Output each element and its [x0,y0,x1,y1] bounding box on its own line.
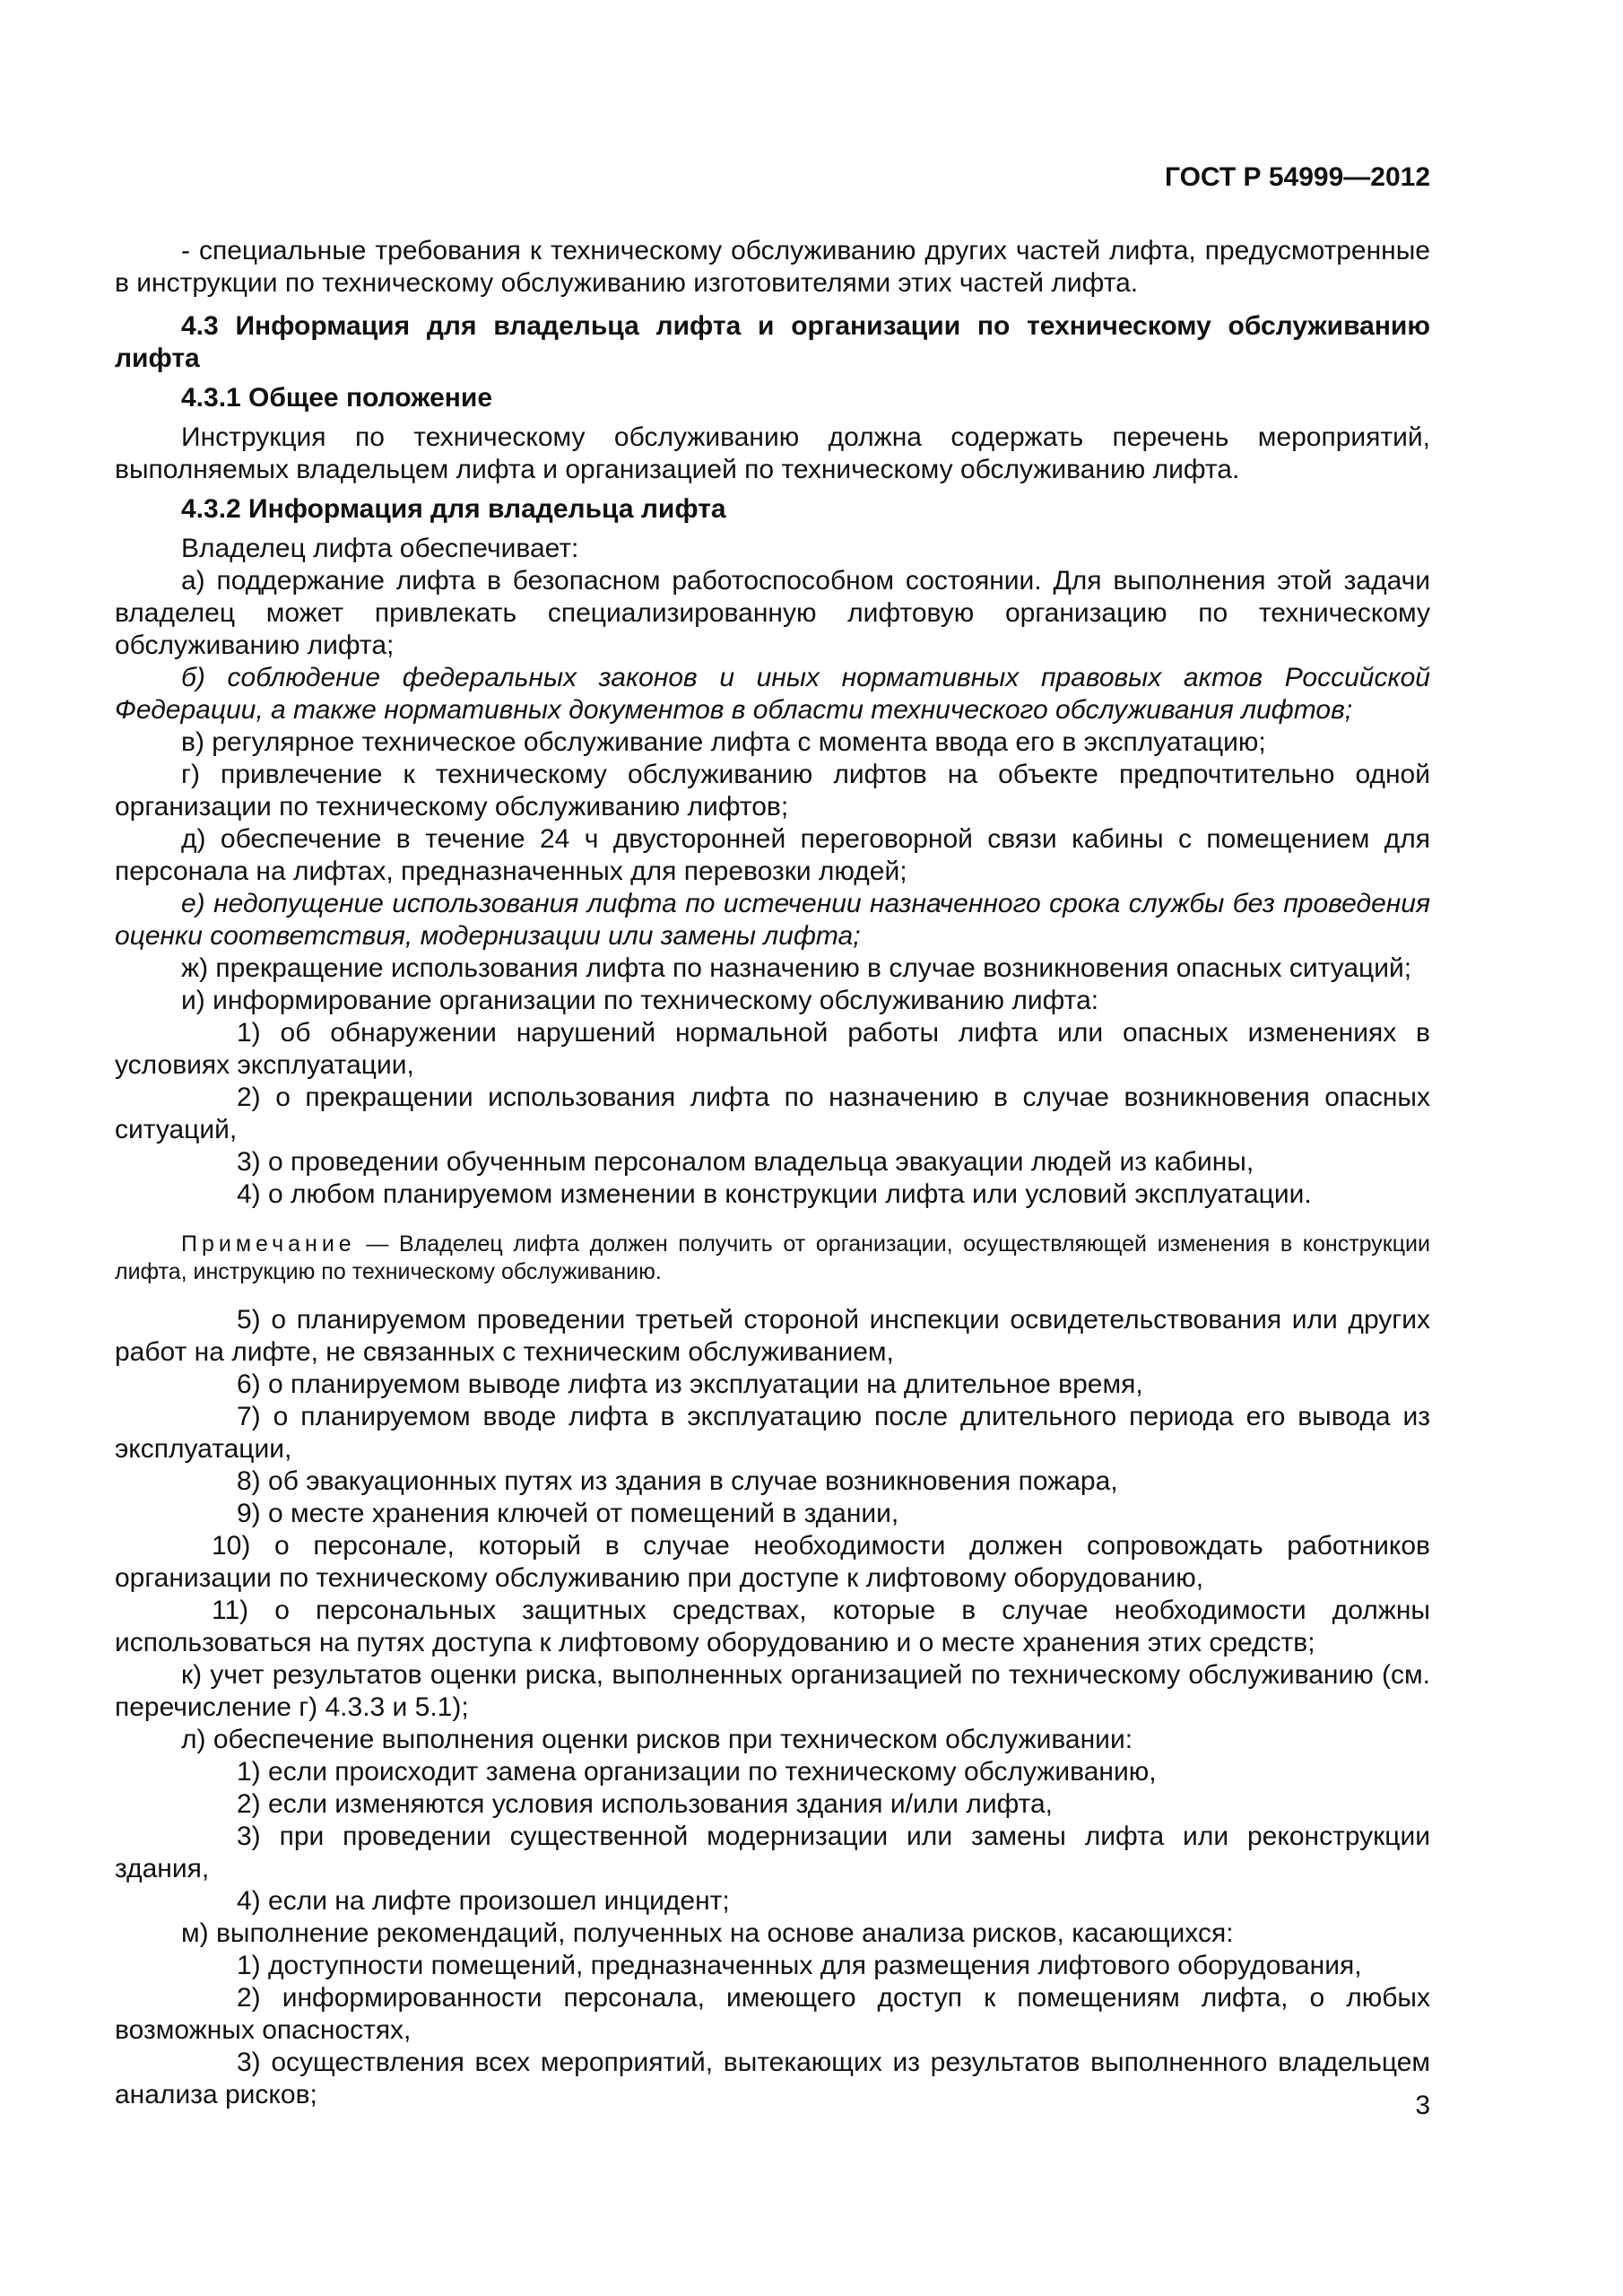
document-body [115,235,1430,2111]
list-item-b: б) соблюдение федеральных законов и иных нормативных правовых актов Российской Федерации, а также нормативных документов в области технического обслуживания лифтов; [115,663,1430,725]
paragraph-intro: - специальные требования к техническому обслуживанию других частей лифта, предусмотренные в инструкции по техническому обслуживанию изготовителями этих частей лифта. [115,236,1430,298]
section-heading-4-3: 4.3 Информация для владельца лифта и организации по техническому обслуживанию лифта [115,311,1430,373]
list-item-a: а) поддержание лифта в безопасном работоспособном состоянии. Для выполнения этой задачи владелец может привлекать специализированную лифтовую организацию по техническому обслуживанию лифта; [115,566,1430,660]
sub-item-i8: 8) об эвакуационных путях из здания в случае возникновения пожара, [237,1466,1118,1496]
list-item-i: и) информирование организации по техническому обслуживанию лифта: [181,986,1099,1015]
list-item-m: м) выполнение рекомендаций, полученных на основе анализа рисков, касающихся: [181,1918,1234,1948]
note-label: Примечание [181,1231,356,1257]
sub-item-l3: 3) при проведении существенной модернизации или замены лифта или реконструкции здания, [115,1822,1430,1883]
sub-item-l2: 2) если изменяются условия использования здания и/или лифта, [237,1789,1054,1819]
list-item-g: г) привлечение к техническому обслуживанию лифтов на объекте предпочтительно одной организации по техническому обслуживанию лифтов; [115,760,1430,822]
list-item-e: е) недопущение использования лифта по истечении назначенного срока службы без проведения оценки соответствия, модернизации или замены лифта; [115,889,1430,951]
sub-item-i11: 11) о персональных защитных средствах, которые в случае необходимости должны использоваться на путях доступа к лифтовому оборудованию и о месте хранения этих средств; [115,1596,1430,1657]
sub-item-i6: 6) о планируемом выводе лифта из эксплуатации на длительное время, [237,1370,1143,1399]
section-heading-4-3-1: 4.3.1 Общее положение [181,383,493,413]
list-item-l: л) обеспечение выполнения оценки рисков при техническом обслуживании: [181,1725,1133,1754]
sub-item-i9: 9) о месте хранения ключей от помещений в здании, [237,1499,899,1528]
sub-item-m2: 2) информированности персонала, имеющего доступ к помещениям лифта, о любых возможных опасностях, [115,1983,1430,2045]
sub-item-i7: 7) о планируемом вводе лифта в эксплуатацию после длительного периода его вывода из эксплуатации, [115,1402,1430,1464]
document-header: ГОСТ Р 54999—2012 [1164,162,1430,192]
note [115,1231,1430,1286]
list-item-v: в) регулярное техническое обслуживание лифта с момента ввода его в эксплуатацию; [181,727,1266,757]
sub-item-l1: 1) если происходит замена организации по техническому обслуживанию, [237,1757,1157,1787]
sub-item-i2: 2) о прекращении использования лифта по назначению в случае возникновения опасных ситуаций, [115,1083,1430,1144]
sub-item-i4: 4) о любом планируемом изменении в конструкции лифта или условий эксплуатации. [237,1179,1312,1209]
sub-item-i10: 10) о персонале, который в случае необходимости должен сопровождать работников организации по техническому обслуживанию при доступе к лифтовому оборудованию, [115,1531,1430,1593]
note-text: — Владелец лифта должен получить от организации, осуществляющей изменения в конструкции лифта, инструкцию по техническому обслуживанию. [115,1231,1430,1284]
sub-item-i5: 5) о планируемом проведении третьей стороной инспекции освидетельствования или других работ на лифте, не связанных с техническим обслуживанием, [115,1305,1430,1367]
list-item-d: д) обеспечение в течение 24 ч двусторонней переговорной связи кабины с помещением для персонала на лифтах, предназначенных для перевозки людей; [115,824,1430,886]
sub-item-i3: 3) о проведении обученным персоналом владельца эвакуации людей из кабины, [237,1147,1254,1177]
sub-item-l4: 4) если на лифте произошел инцидент; [237,1886,730,1916]
sub-item-i1: 1) об обнаружении нарушений нормальной работы лифта или опасных изменениях в условиях эксплуатации, [115,1018,1430,1080]
paragraph-owner: Владелец лифта обеспечивает: [181,534,579,563]
section-heading-4-3-2: 4.3.2 Информация для владельца лифта [181,494,726,524]
list-item-zh: ж) прекращение использования лифта по назначению в случае возникновения опасных ситуаций; [181,953,1412,983]
sub-item-m1: 1) доступности помещений, предназначенных для размещения лифтового оборудования, [237,1951,1362,1980]
sub-item-m3: 3) осуществления всех мероприятий, вытекающих из результатов выполненного владельцем анализа рисков; [115,2048,1430,2109]
paragraph-4-3-1: Инструкция по техническому обслуживанию должна содержать перечень мероприятий, выполняемых владельцем лифта и организацией по техническому обслуживанию лифта. [115,422,1430,484]
page-number: 3 [1415,2091,1430,2120]
list-item-k: к) учет результатов оценки риска, выполненных организацией по техническому обслуживанию (см. перечисление г) 4.3.3 и 5.1); [115,1660,1430,1722]
